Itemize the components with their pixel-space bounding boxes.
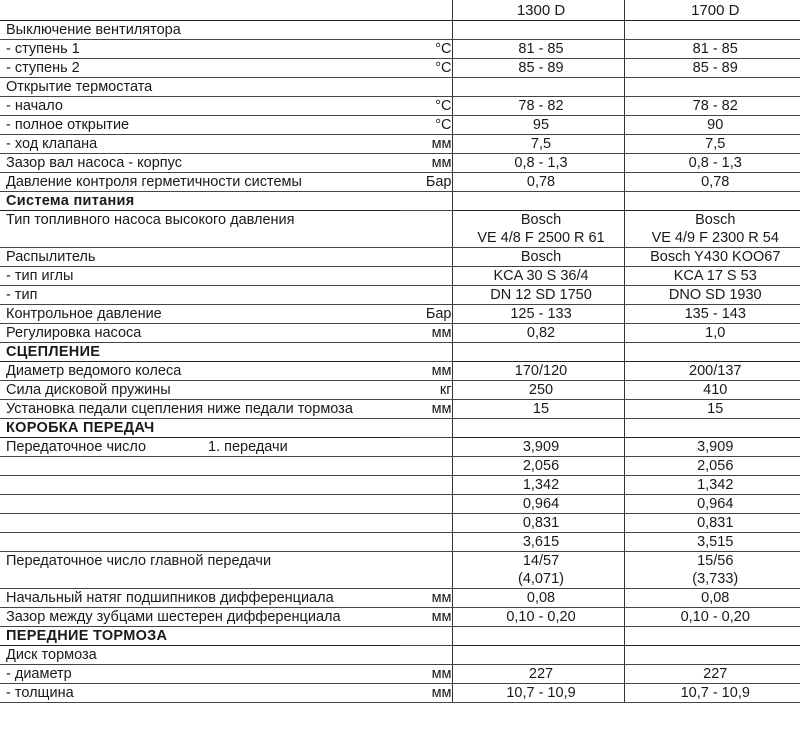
parameter-label (0, 154, 400, 173)
value-1300d: 125 - 133 (452, 305, 624, 324)
label-text: - ход клапана (6, 136, 98, 152)
label-text: Передаточное число (6, 439, 147, 455)
spec-row (0, 552, 800, 571)
unit-cell: мм (400, 400, 452, 419)
value-1300d: 227 (452, 665, 624, 684)
spec-row (0, 154, 800, 173)
label-text: Сила дисковой пружины (6, 382, 171, 398)
spec-row (0, 97, 800, 116)
parameter-label (0, 684, 400, 703)
parameter-label (0, 78, 400, 97)
value-1300d: 0,08 (452, 589, 624, 608)
value-1300d (452, 419, 624, 438)
value-1300d: 1,342 (452, 476, 624, 495)
unit-cell (400, 211, 452, 230)
subheading-row (0, 78, 800, 97)
value-1700d: Bosch Y430 KOO67 (624, 248, 800, 267)
value-1300d: VE 4/8 F 2500 R 61 (452, 229, 624, 248)
unit-cell (400, 248, 452, 267)
value-1700d: 10,7 - 10,9 (624, 684, 800, 703)
parameter-label (0, 21, 400, 40)
unit-cell: мм (400, 684, 452, 703)
value-1700d (624, 419, 800, 438)
unit-cell: Бар (400, 173, 452, 192)
unit-cell: кг (400, 381, 452, 400)
value-1700d (624, 192, 800, 211)
value-1700d: 0,10 - 0,20 (624, 608, 800, 627)
value-1700d: 2,056 (624, 457, 800, 476)
label-text: Распылитель (6, 249, 96, 265)
unit-cell (400, 192, 452, 211)
label-text: Диск тормоза (6, 647, 97, 663)
label-text: Тип топливного насоса высокого давления (6, 212, 295, 228)
parameter-label (0, 286, 400, 305)
value-1700d: 0,8 - 1,3 (624, 154, 800, 173)
spec-row (0, 514, 800, 533)
spec-row (0, 476, 800, 495)
unit-cell (400, 419, 452, 438)
value-1300d: Bosch (452, 211, 624, 230)
value-1700d (624, 627, 800, 646)
parameter-label (0, 457, 400, 476)
value-1700d: 78 - 82 (624, 97, 800, 116)
value-1300d: 0,8 - 1,3 (452, 154, 624, 173)
unit-cell (400, 286, 452, 305)
label-text: Зазор между зубцами шестерен дифференциала (6, 609, 341, 625)
spec-row (0, 116, 800, 135)
label-text: - полное открытие (6, 117, 130, 133)
value-1300d: 250 (452, 381, 624, 400)
value-1700d: 0,08 (624, 589, 800, 608)
section-heading-row (0, 627, 800, 646)
value-1300d (452, 646, 624, 665)
header-unit-cell (400, 0, 452, 21)
parameter-label (0, 570, 400, 589)
parameter-label (0, 211, 400, 230)
spec-row (0, 211, 800, 230)
value-1300d: KCA 30 S 36/4 (452, 267, 624, 286)
value-1300d: 15 (452, 400, 624, 419)
value-1700d: 200/137 (624, 362, 800, 381)
value-1300d: 7,5 (452, 135, 624, 154)
value-1300d: 3,615 (452, 533, 624, 552)
value-1300d: 170/120 (452, 362, 624, 381)
subheading-row (0, 646, 800, 665)
label-text: - тип (6, 287, 38, 303)
spec-row (0, 59, 800, 78)
value-1300d: 78 - 82 (452, 97, 624, 116)
value-1700d: 410 (624, 381, 800, 400)
value-1300d: 95 (452, 116, 624, 135)
section-heading-row (0, 419, 800, 438)
unit-cell (400, 495, 452, 514)
value-1300d: (4,071) (452, 570, 624, 589)
parameter-label (0, 135, 400, 154)
unit-cell: мм (400, 324, 452, 343)
value-1300d: 2,056 (452, 457, 624, 476)
value-1700d: Bosch (624, 211, 800, 230)
unit-cell (400, 514, 452, 533)
parameter-label (0, 438, 400, 457)
label-text: Зазор вал насоса - корпус (6, 155, 182, 171)
parameter-label (0, 267, 400, 286)
spec-row (0, 248, 800, 267)
parameter-label (0, 608, 400, 627)
value-1700d (624, 343, 800, 362)
unit-cell (400, 570, 452, 589)
unit-cell (400, 267, 452, 286)
header-row (0, 0, 800, 21)
spec-row (0, 533, 800, 552)
value-1700d: 1,0 (624, 324, 800, 343)
unit-cell: мм (400, 589, 452, 608)
value-1700d: 7,5 (624, 135, 800, 154)
label-text: Установка педали сцепления ниже педали тормоза (6, 401, 353, 417)
label-text: - диаметр (6, 666, 72, 682)
value-1300d: Bosch (452, 248, 624, 267)
gear-label: 1. передачи (208, 439, 288, 455)
value-1300d: 81 - 85 (452, 40, 624, 59)
section-title (0, 627, 400, 646)
spec-row (0, 665, 800, 684)
unit-cell (400, 78, 452, 97)
value-1700d: 1,342 (624, 476, 800, 495)
value-1300d: 0,82 (452, 324, 624, 343)
spec-row (0, 495, 800, 514)
parameter-label (0, 665, 400, 684)
value-1300d: 3,909 (452, 438, 624, 457)
label-text: Открытие термостата (6, 79, 153, 95)
unit-cell: °C (400, 97, 452, 116)
parameter-label (0, 229, 400, 248)
unit-cell (400, 476, 452, 495)
value-1300d: 0,831 (452, 514, 624, 533)
value-1700d: 15 (624, 400, 800, 419)
parameter-label (0, 40, 400, 59)
spec-row (0, 40, 800, 59)
value-1300d: 0,78 (452, 173, 624, 192)
label-text: СЦЕПЛЕНИЕ (6, 344, 101, 360)
section-heading-row (0, 343, 800, 362)
value-1300d: 85 - 89 (452, 59, 624, 78)
unit-cell: мм (400, 608, 452, 627)
value-1700d: 0,831 (624, 514, 800, 533)
unit-cell (400, 343, 452, 362)
unit-cell (400, 627, 452, 646)
column-header-1700d: 1700 D (624, 0, 800, 21)
column-header-1300d: 1300 D (452, 0, 624, 21)
label-text: - толщина (6, 685, 74, 701)
subheading-row (0, 21, 800, 40)
value-1700d (624, 646, 800, 665)
value-1300d: 0,10 - 0,20 (452, 608, 624, 627)
spec-row (0, 286, 800, 305)
value-1700d: 135 - 143 (624, 305, 800, 324)
spec-row (0, 438, 800, 457)
value-1700d: DNO SD 1930 (624, 286, 800, 305)
parameter-label (0, 533, 400, 552)
unit-cell: Бар (400, 305, 452, 324)
label-text: - тип иглы (6, 268, 74, 284)
label-text: Контрольное давление (6, 306, 162, 322)
label-text: Система питания (6, 193, 135, 209)
parameter-label (0, 514, 400, 533)
value-1700d: VE 4/9 F 2300 R 54 (624, 229, 800, 248)
spec-row (0, 267, 800, 286)
spec-row (0, 400, 800, 419)
unit-cell: мм (400, 665, 452, 684)
value-1300d: 10,7 - 10,9 (452, 684, 624, 703)
spec-row (0, 362, 800, 381)
unit-cell (400, 457, 452, 476)
value-1700d (624, 78, 800, 97)
spec-row (0, 229, 800, 248)
spec-row (0, 173, 800, 192)
parameter-label (0, 59, 400, 78)
unit-cell (400, 552, 452, 571)
parameter-label (0, 646, 400, 665)
value-1300d (452, 21, 624, 40)
parameter-label (0, 381, 400, 400)
parameter-label (0, 400, 400, 419)
label-text: Передаточное число главной передачи (6, 553, 272, 569)
label-text: ПЕРЕДНИЕ ТОРМОЗА (6, 628, 168, 644)
unit-cell: °C (400, 40, 452, 59)
value-1700d: 0,78 (624, 173, 800, 192)
unit-cell (400, 646, 452, 665)
value-1300d (452, 343, 624, 362)
spec-row (0, 324, 800, 343)
parameter-label (0, 476, 400, 495)
value-1700d: KCA 17 S 53 (624, 267, 800, 286)
value-1300d (452, 627, 624, 646)
value-1300d (452, 192, 624, 211)
value-1300d: 14/57 (452, 552, 624, 571)
label-text: - начало (6, 98, 63, 114)
unit-cell: мм (400, 154, 452, 173)
value-1300d (452, 78, 624, 97)
spec-row (0, 135, 800, 154)
header-label-cell (0, 0, 400, 21)
label-text: КОРОБКА ПЕРЕДАЧ (6, 420, 155, 436)
section-title (0, 192, 400, 211)
value-1700d: 3,515 (624, 533, 800, 552)
spec-row (0, 457, 800, 476)
value-1300d: DN 12 SD 1750 (452, 286, 624, 305)
label-text: Давление контроля герметичности системы (6, 174, 302, 190)
parameter-label (0, 495, 400, 514)
spec-row (0, 589, 800, 608)
parameter-label (0, 173, 400, 192)
value-1700d: 85 - 89 (624, 59, 800, 78)
unit-cell (400, 533, 452, 552)
value-1700d: 81 - 85 (624, 40, 800, 59)
section-heading-row (0, 192, 800, 211)
spec-row (0, 684, 800, 703)
parameter-label (0, 552, 400, 571)
parameter-label (0, 97, 400, 116)
value-1700d: 15/56 (624, 552, 800, 571)
value-1700d: 0,964 (624, 495, 800, 514)
spec-row (0, 570, 800, 589)
parameter-label (0, 305, 400, 324)
value-1700d: 3,909 (624, 438, 800, 457)
unit-cell: °C (400, 116, 452, 135)
section-title (0, 419, 400, 438)
unit-cell: °C (400, 59, 452, 78)
label-text: Начальный натяг подшипников дифференциала (6, 590, 334, 606)
label-text: Регулировка насоса (6, 325, 142, 341)
label-text: Диаметр ведомого колеса (6, 363, 182, 379)
unit-cell: мм (400, 362, 452, 381)
parameter-label (0, 589, 400, 608)
label-text: - ступень 2 (6, 60, 80, 76)
parameter-label (0, 248, 400, 267)
unit-cell (400, 21, 452, 40)
unit-cell: мм (400, 135, 452, 154)
value-1300d: 0,964 (452, 495, 624, 514)
spec-row (0, 381, 800, 400)
parameter-label (0, 324, 400, 343)
parameter-label (0, 116, 400, 135)
spec-row (0, 608, 800, 627)
label-text: - ступень 1 (6, 41, 80, 57)
value-1700d: (3,733) (624, 570, 800, 589)
unit-cell (400, 229, 452, 248)
section-title (0, 343, 400, 362)
parameter-label (0, 362, 400, 381)
value-1700d (624, 21, 800, 40)
unit-cell (400, 438, 452, 457)
value-1700d: 227 (624, 665, 800, 684)
value-1700d: 90 (624, 116, 800, 135)
label-text: Выключение вентилятора (6, 22, 181, 38)
spec-row (0, 305, 800, 324)
